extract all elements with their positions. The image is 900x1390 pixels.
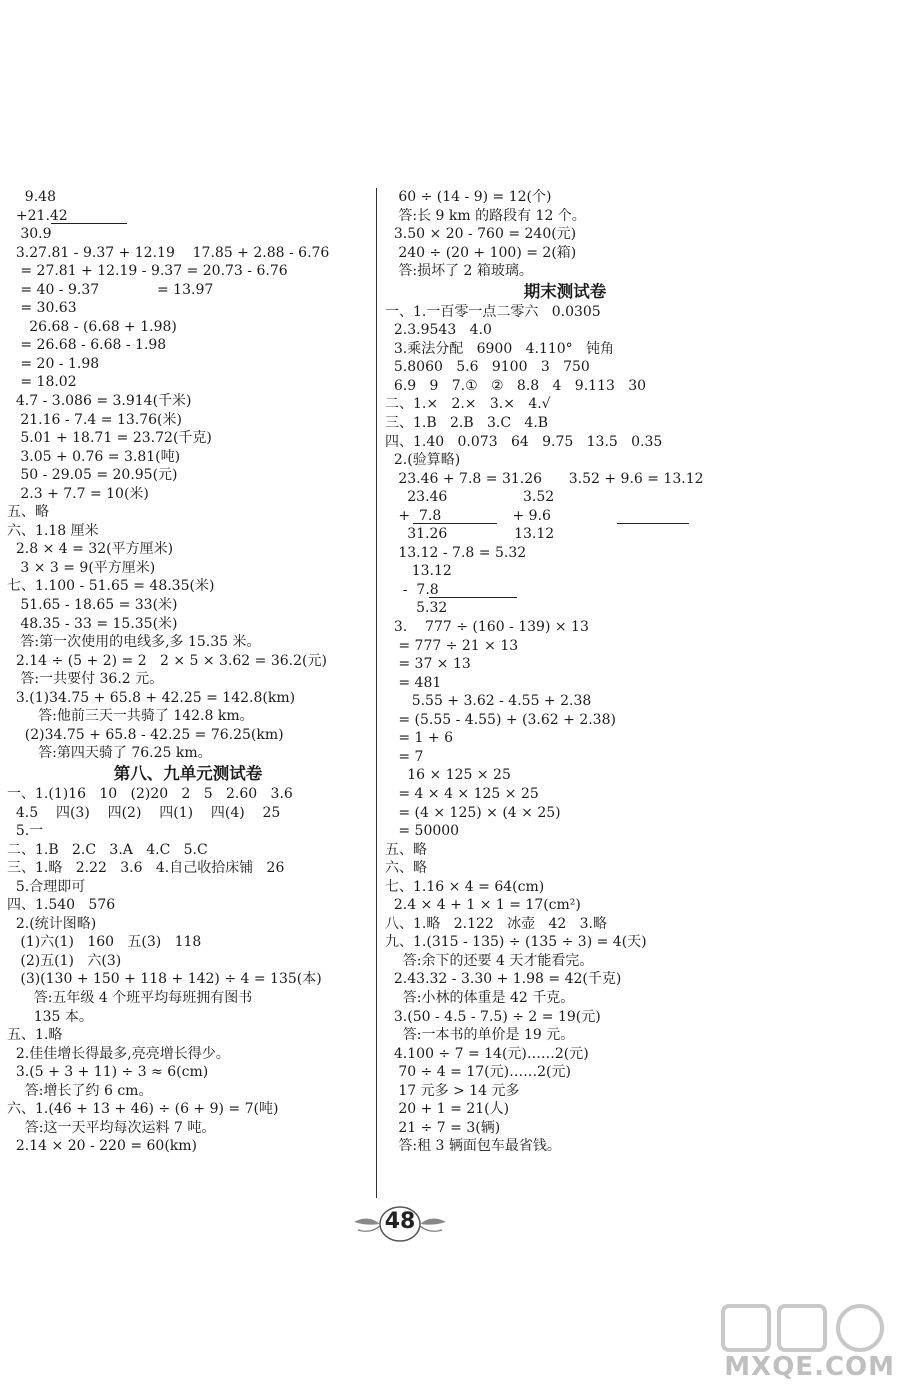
answer-line [7,577,369,596]
answer-line [385,1137,745,1156]
answer-line-text: 2.3.9543 4.0 [385,322,492,339]
answer-line [7,299,369,318]
answer-line [7,225,369,244]
answer-line [385,1119,745,1138]
answer-line-text: 八、1.略 2.122 冰壶 42 3.略 [385,915,608,932]
answer-line-text: 九、1.(315 - 135) ÷ (135 ÷ 3) = 4(天) [385,934,647,951]
answer-line [7,244,369,263]
answer-line-text: 60 ÷ (14 - 9) = 12(个) [385,189,552,205]
answer-line [385,674,745,693]
answer-line-text: 5.01 + 18.71 = 23.72(千克) [7,430,212,447]
answer-line-text: 答:第四天骑了 76.25 km。 [7,745,212,762]
answer-line [7,989,369,1008]
answer-line [7,804,369,823]
answer-line [385,562,745,581]
answer-line-text: (3)(130 + 150 + 118 + 142) ÷ 4 = 135(本) [7,971,322,988]
answer-line [385,544,745,563]
answer-line [7,373,369,392]
answer-line-text: 13.12 - 7.8 = 5.32 [385,544,527,561]
answer-line-text: 26.68 - (6.68 + 1.98) [7,318,177,335]
answer-line [7,707,369,726]
answer-line-text: 三、1.B 2.B 3.C 4.B [385,415,549,432]
answer-line [385,692,745,711]
answer-line-text: 五、略 [7,504,49,521]
page-number: 48 [384,1209,416,1234]
answer-line [385,1045,745,1064]
answer-line-text: 五、略 [385,841,427,858]
answer-line [7,822,369,841]
answer-line-text: 七、1.100 - 51.65 = 48.35(米) [7,578,215,595]
answer-line-text: = (5.55 - 4.55) + (3.62 + 2.38) [385,711,616,728]
answer-line [7,1119,369,1138]
answer-line-text: 一、1.(1)16 10 (2)20 2 5 2.60 3.6 [7,785,293,802]
answer-line [385,952,745,971]
answer-line [385,599,745,618]
answer-line [7,281,369,300]
answer-line-text: = 18.02 [7,374,77,391]
answer-line [7,785,369,804]
answer-line-text: 9.48 [7,189,56,205]
answer-line-text: 2.佳佳增长得最多,亮亮增长得少。 [7,1045,230,1062]
answer-line-text: +21.42 [7,207,68,224]
answer-line [7,933,369,952]
answer-line [385,766,745,785]
answer-line [385,915,745,934]
answer-line-text: = 7 [385,748,424,765]
answer-line-text: 期末测试卷 [523,281,607,301]
answer-line [7,1008,369,1027]
answer-line-text: 51.65 - 18.65 = 33(米) [7,597,178,614]
answer-line [385,581,745,600]
answer-line [7,633,369,652]
calculation-rule [617,523,689,524]
answer-line-text: 2.43.32 - 3.30 + 1.98 = 42(千克) [385,971,622,988]
answer-line-text: 21 ÷ 7 = 3(辆) [385,1119,501,1136]
answer-line [385,525,745,544]
answer-line-text: 17 元多 > 14 元多 [385,1082,520,1099]
answer-line [385,303,745,322]
answer-line [7,841,369,860]
answer-line-text: = 50000 [385,823,460,840]
answer-line-text: = 30.63 [7,300,77,317]
answer-line [7,859,369,878]
answer-line-text: 答:增长了约 6 cm。 [7,1082,153,1099]
answer-line [7,392,369,411]
answer-line [7,429,369,448]
answer-line-text: 答:一本书的单价是 19 元。 [385,1027,575,1044]
answer-line [7,411,369,430]
answer-line [385,989,745,1008]
answer-line [385,225,745,244]
answer-line [7,207,369,226]
answer-line [7,448,369,467]
column-divider [376,188,377,1198]
answer-line-text: 4.5 四(3) 四(2) 四(1) 四(4) 25 [7,804,281,821]
answer-line [7,1063,369,1082]
answer-line-text: 70 ÷ 4 = 17(元)……2(元) [385,1064,571,1081]
answer-line-text: 240 ÷ (20 + 100) = 2(箱) [385,244,577,261]
answer-line-text: 六、1.18 厘米 [7,522,99,539]
answer-line-text: 2.3 + 7.7 = 10(米) [7,485,149,502]
answer-line [385,414,745,433]
answer-line-text: 七、1.16 × 4 = 64(cm) [385,878,545,895]
answer-line-text: 23.46 3.52 [385,489,555,506]
answer-line [385,1026,745,1045]
answer-line [7,1082,369,1101]
section-heading [385,281,745,303]
answer-line [385,244,745,263]
answer-line-text: 答:他前三天一共骑了 142.8 km。 [7,708,254,725]
answer-line [7,318,369,337]
answer-line-text: 2.(验算略) [385,452,461,469]
answer-line [385,470,745,489]
answer-line-text: 5.8060 5.6 9100 3 750 [385,359,590,376]
answer-line-text: = 40 - 9.37 = 13.97 [7,281,214,298]
answer-line [7,522,369,541]
answer-line-text: 13.12 [385,563,452,580]
answer-line-text: 31.26 13.12 [385,526,555,543]
answer-line [7,652,369,671]
answer-line [385,1008,745,1027]
answer-line-text: = 26.68 - 6.68 - 1.98 [7,337,167,354]
answer-line-text: 30.9 [7,226,52,243]
answer-line-text: 答:小林的体重是 42 千克。 [385,989,575,1006]
answer-line [385,488,745,507]
answer-line-text: 135 本。 [7,1008,93,1025]
answer-line [385,878,745,897]
answer-line-text: 3.(5 + 3 + 11) ÷ 3 ≈ 6(cm) [7,1064,209,1081]
answer-line [7,1137,369,1156]
answer-line [385,804,745,823]
answer-line-text: 答:损坏了 2 箱玻璃。 [385,263,533,280]
answer-line [385,433,745,452]
answer-line [385,358,745,377]
answer-line [7,1100,369,1119]
left-answer-column [7,188,369,1156]
answer-line-text: = 1 + 6 [385,730,453,747]
answer-line [385,637,745,656]
answer-line-text: 答:一共要付 36.2 元。 [7,671,164,688]
answer-line-text: 六、略 [385,860,427,877]
answer-line [7,355,369,374]
answer-line-text: 2.14 ÷ (5 + 2) = 2 2 × 5 × 3.62 = 36.2(元) [7,652,327,669]
calculation-rule [429,597,517,598]
answer-line-text: 答:余下的还要 4 天才能看完。 [385,952,594,969]
answer-line-text: 4.7 - 3.086 = 3.914(千米) [7,393,192,410]
answer-line [7,670,369,689]
answer-line-text: 3. 777 ÷ (160 - 139) × 13 [385,619,589,636]
answer-line [385,896,745,915]
answer-line [385,822,745,841]
answer-line-text: 答:长 9 km 的路段有 12 个。 [385,207,586,224]
answer-line [385,729,745,748]
answer-line-text: 3.50 × 20 - 760 = 240(元) [385,226,577,243]
watermark [715,1298,895,1384]
answer-line [385,785,745,804]
answer-line [385,711,745,730]
answer-line [385,1063,745,1082]
answer-line-text: (2)34.75 + 65.8 - 42.25 = 76.25(km) [7,726,284,743]
section-heading [7,763,369,785]
answer-line-text: = 777 ÷ 21 × 13 [385,637,519,654]
answer-line [7,466,369,485]
answer-line-text: 2.4 × 4 + 1 × 1 = 17(cm²) [385,897,581,914]
calculation-rule [51,223,127,224]
answer-line [385,395,745,414]
answer-line [7,952,369,971]
answer-line-text: 二、1.× 2.× 3.× 4.√ [385,396,551,413]
answer-line [385,1100,745,1119]
answer-line-text: 6.9 9 7.① ② 8.8 4 9.113 30 [385,377,647,394]
answer-line-text: 5.32 [385,600,448,617]
answer-line-text: 四、1.540 576 [7,897,116,914]
answer-line-text: 23.46 + 7.8 = 31.26 3.52 + 9.6 = 13.12 [385,470,704,487]
answer-line [7,485,369,504]
answer-line [7,559,369,578]
answer-line-text: = 4 × 4 × 125 × 25 [385,785,539,802]
answer-line-text: 4.100 ÷ 7 = 14(元)……2(元) [385,1045,589,1062]
answer-line [385,655,745,674]
answer-line [7,615,369,634]
answer-line [7,596,369,615]
answer-line [7,896,369,915]
answer-line [385,262,745,281]
answer-line [7,744,369,763]
answer-line-text: 48.35 - 33 = 15.35(米) [7,615,178,632]
answer-line [7,503,369,522]
answer-line-text: 20 + 1 = 21(人) [385,1101,510,1118]
answer-line-text: - 7.8 [385,581,439,598]
answer-line [385,841,745,860]
answer-line [7,262,369,281]
answer-line-text: 5.一 [7,823,44,840]
answer-line [385,748,745,767]
answer-line-text: = 27.81 + 12.19 - 9.37 = 20.73 - 6.76 [7,263,288,280]
answer-line [385,859,745,878]
answer-line [385,451,745,470]
answer-line-text: 答:第一次使用的电线多,多 15.35 米。 [7,634,261,651]
answer-line-text: 答:五年级 4 个班平均每班拥有图书 [7,989,253,1006]
answer-line [7,1026,369,1045]
answer-line [7,1045,369,1064]
answer-line [7,970,369,989]
calculation-rule [413,523,497,524]
answer-line-text: 三、1.略 2.22 3.6 4.自己收拾床铺 26 [7,860,285,877]
answer-line-text: 3.27.81 - 9.37 + 12.19 17.85 + 2.88 - 6.76 [7,244,330,261]
answer-line [7,188,369,207]
answer-line [7,726,369,745]
answer-line-text: 5.55 + 3.62 - 4.55 + 2.38 [385,693,592,710]
answer-line [7,336,369,355]
answer-line-text: 答:租 3 辆面包车最省钱。 [385,1138,561,1155]
answer-line-text: 3.(50 - 4.5 - 7.5) ÷ 2 = 19(元) [385,1008,601,1025]
answer-line [7,540,369,559]
answer-line [385,321,745,340]
answer-line-text: (1)六(1) 160 五(3) 118 [7,934,202,951]
right-answer-column [385,188,745,1156]
answer-line-text: = 20 - 1.98 [7,355,100,372]
answer-line [385,933,745,952]
answer-line-text: 3.05 + 0.76 = 3.81(吨) [7,448,181,465]
answer-line [385,1082,745,1101]
answer-line [385,970,745,989]
answer-line [385,340,745,359]
answer-line-text: 2.(统计图略) [7,915,97,932]
answer-line-text: 答:这一天平均每次运料 7 吨。 [7,1119,216,1136]
answer-line-text: 3.乘法分配 6900 4.110° 钝角 [385,340,615,357]
answer-line [385,207,745,226]
answer-line-text: 六、1.(46 + 13 + 46) ÷ (6 + 9) = 7(吨) [7,1101,279,1118]
answer-line [385,377,745,396]
answer-line-text: 2.8 × 4 = 32(平方厘米) [7,541,174,558]
answer-line-text: 3 × 3 = 9(平方厘米) [7,559,156,576]
answer-line-text: (2)五(1) 六(3) [7,952,122,969]
page-footer [340,1202,460,1252]
answer-line [385,618,745,637]
answer-line-text: 一、1.一百零一点二零六 0.0305 [385,303,601,320]
watermark-text: MXQE.COM [724,1352,895,1382]
answer-line-text: 第八、九单元测试卷 [113,763,263,783]
answer-line-text: 3.(1)34.75 + 65.8 + 42.25 = 142.8(km) [7,689,296,706]
answer-line-text: 50 - 29.05 = 20.95(元) [7,467,178,484]
answer-line-text: 2.14 × 20 - 220 = 60(km) [7,1138,197,1155]
answer-line [7,878,369,897]
answer-line-text: = (4 × 125) × (4 × 25) [385,804,561,821]
answer-line-text: 5.合理即可 [7,878,86,895]
answer-line [385,507,745,526]
answer-line-text: = 37 × 13 [385,656,471,673]
answer-line-text: + 7.8 + 9.6 [385,507,551,524]
answer-line-text: 五、1.略 [7,1027,63,1044]
answer-line [385,188,745,207]
answer-line [7,915,369,934]
answer-line-text: 21.16 - 7.4 = 13.76(米) [7,411,182,428]
answer-line-text: 二、1.B 2.C 3.A 4.C 5.C [7,841,208,858]
answer-line-text: 16 × 125 × 25 [385,767,511,784]
answer-line-text: = 481 [385,674,442,691]
answer-line [7,689,369,708]
watermark-logo-icon [715,1298,895,1354]
answer-line-text: 四、1.40 0.073 64 9.75 13.5 0.35 [385,433,663,450]
